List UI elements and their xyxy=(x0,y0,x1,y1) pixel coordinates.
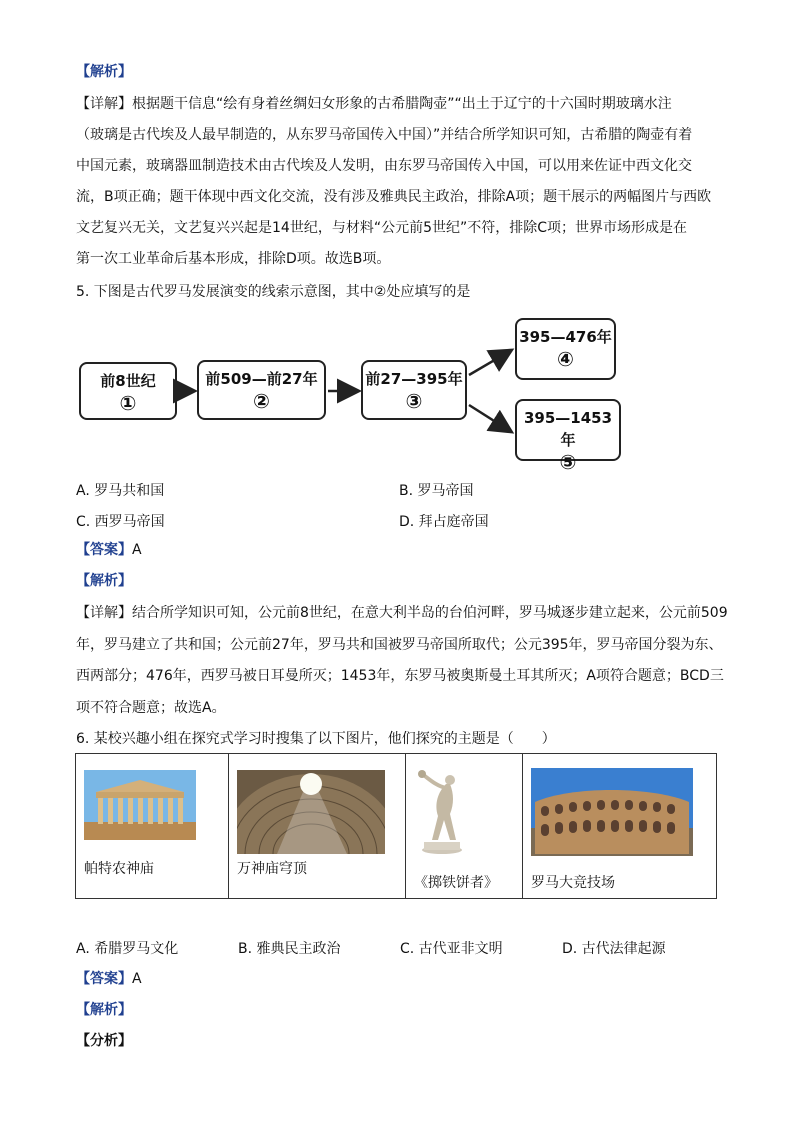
q5-stem: 5. 下图是古代罗马发展演变的线索示意图，其中②处应填写的是 xyxy=(76,284,471,300)
colosseum-image xyxy=(531,768,693,856)
discobolus-image xyxy=(416,770,468,854)
q4-detail-line: 【详解】根据题干信息“绘有身着丝绸妇女形象的古希腊陶壶”“出土于辽宁的十六国时期玻璃水注 xyxy=(76,96,672,112)
picture-cell xyxy=(76,754,229,899)
q4-detail-line: 中国元素，玻璃器皿制造技术由古代埃及人发明，由东罗马帝国传入中国，可以用来佐证中西文化交 xyxy=(76,158,692,174)
q6-analysis-sub: 【分析】 xyxy=(76,1033,132,1049)
picture-cell xyxy=(523,754,717,899)
timeline-mark: ③ xyxy=(405,389,423,413)
answer-label: 【答案】 xyxy=(76,542,132,558)
picture-caption: 罗马大竞技场 xyxy=(531,875,615,891)
picture-caption: 万神庙穹顶 xyxy=(237,861,307,877)
picture-caption: 帕特农神庙 xyxy=(84,861,154,877)
q5-answer-row xyxy=(76,540,142,560)
timeline-mark: ① xyxy=(119,391,137,415)
answer-label: 【答案】 xyxy=(76,971,132,987)
arrow-3-4 xyxy=(469,351,510,375)
timeline-arrows xyxy=(0,0,794,500)
picture-cell xyxy=(229,754,406,899)
picture-cell xyxy=(406,754,523,899)
analysis-label: 【解析】 xyxy=(76,573,132,589)
q5-option-c[interactable]: C. 西罗马帝国 xyxy=(76,514,165,530)
picture-caption: 《掷铁饼者》 xyxy=(414,875,498,891)
q5-option-d[interactable]: D. 拜占庭帝国 xyxy=(399,514,489,530)
timeline-mark: ⑤ xyxy=(559,450,577,474)
analysis-label: 【解析】 xyxy=(76,1002,132,1018)
timeline-period: 395—1453年 xyxy=(523,409,613,449)
q4-detail-line: 第一次工业革命后基本形成，排除D项。故选B项。 xyxy=(76,251,391,267)
q4-detail-line: 流，B项正确；题干体现中西文化交流，没有涉及雅典民主政治，排除A项；题干展示的两幅图片与西欧 xyxy=(76,189,712,205)
q5-answer: A xyxy=(132,542,142,558)
pantheon-dome-image xyxy=(237,770,385,854)
q6-answer-row xyxy=(76,969,142,989)
q6-option-b[interactable]: B. 雅典民主政治 xyxy=(238,941,341,957)
q5-detail-line: 年，罗马建立了共和国；公元前27年，罗马共和国被罗马帝国所取代；公元395年，罗马帝国分裂为东、 xyxy=(76,637,723,653)
q6-option-c[interactable]: C. 古代亚非文明 xyxy=(400,941,503,957)
q6-option-d[interactable]: D. 古代法律起源 xyxy=(562,941,666,957)
q4-detail-line: （玻璃是古代埃及人最早制造的，从东罗马帝国传入中国）”并结合所学知识可知，古希腊的陶壶有着 xyxy=(76,127,693,143)
timeline-mark: ② xyxy=(253,389,270,413)
q5-detail-line: 【详解】结合所学知识可知，公元前8世纪，在意大利半岛的台伯河畔，罗马城逐步建立起来，公元前509 xyxy=(76,605,728,621)
q5-option-b[interactable]: B. 罗马帝国 xyxy=(399,483,474,499)
timeline-period: 395—476年 xyxy=(519,328,612,346)
picture-table xyxy=(75,753,717,899)
arrow-3-5 xyxy=(469,405,510,431)
timeline-mark: ④ xyxy=(557,347,574,371)
q6-answer: A xyxy=(132,971,142,987)
q6-stem: 6. 某校兴趣小组在探究式学习时搜集了以下图片，他们探究的主题是（ ） xyxy=(76,731,556,747)
timeline-period: 前509—前27年 xyxy=(205,370,318,388)
q6-option-a[interactable]: A. 希腊罗马文化 xyxy=(76,941,179,957)
analysis-label: 【解析】 xyxy=(76,64,132,80)
timeline-period: 前8世纪 xyxy=(100,372,156,390)
parthenon-image xyxy=(84,770,196,840)
q5-detail-line: 西两部分；476年，西罗马被日耳曼所灭；1453年，东罗马被奥斯曼土耳其所灭；A项符合题意；BCD三 xyxy=(76,668,724,684)
q5-detail-line: 项不符合题意；故选A。 xyxy=(76,700,226,716)
timeline-period: 前27—395年 xyxy=(365,370,463,388)
q4-detail-line: 文艺复兴无关，文艺复兴兴起是14世纪，与材料“公元前5世纪”不符，排除C项；世界市场形成是在 xyxy=(76,220,688,236)
q5-option-a[interactable]: A. 罗马共和国 xyxy=(76,483,165,499)
